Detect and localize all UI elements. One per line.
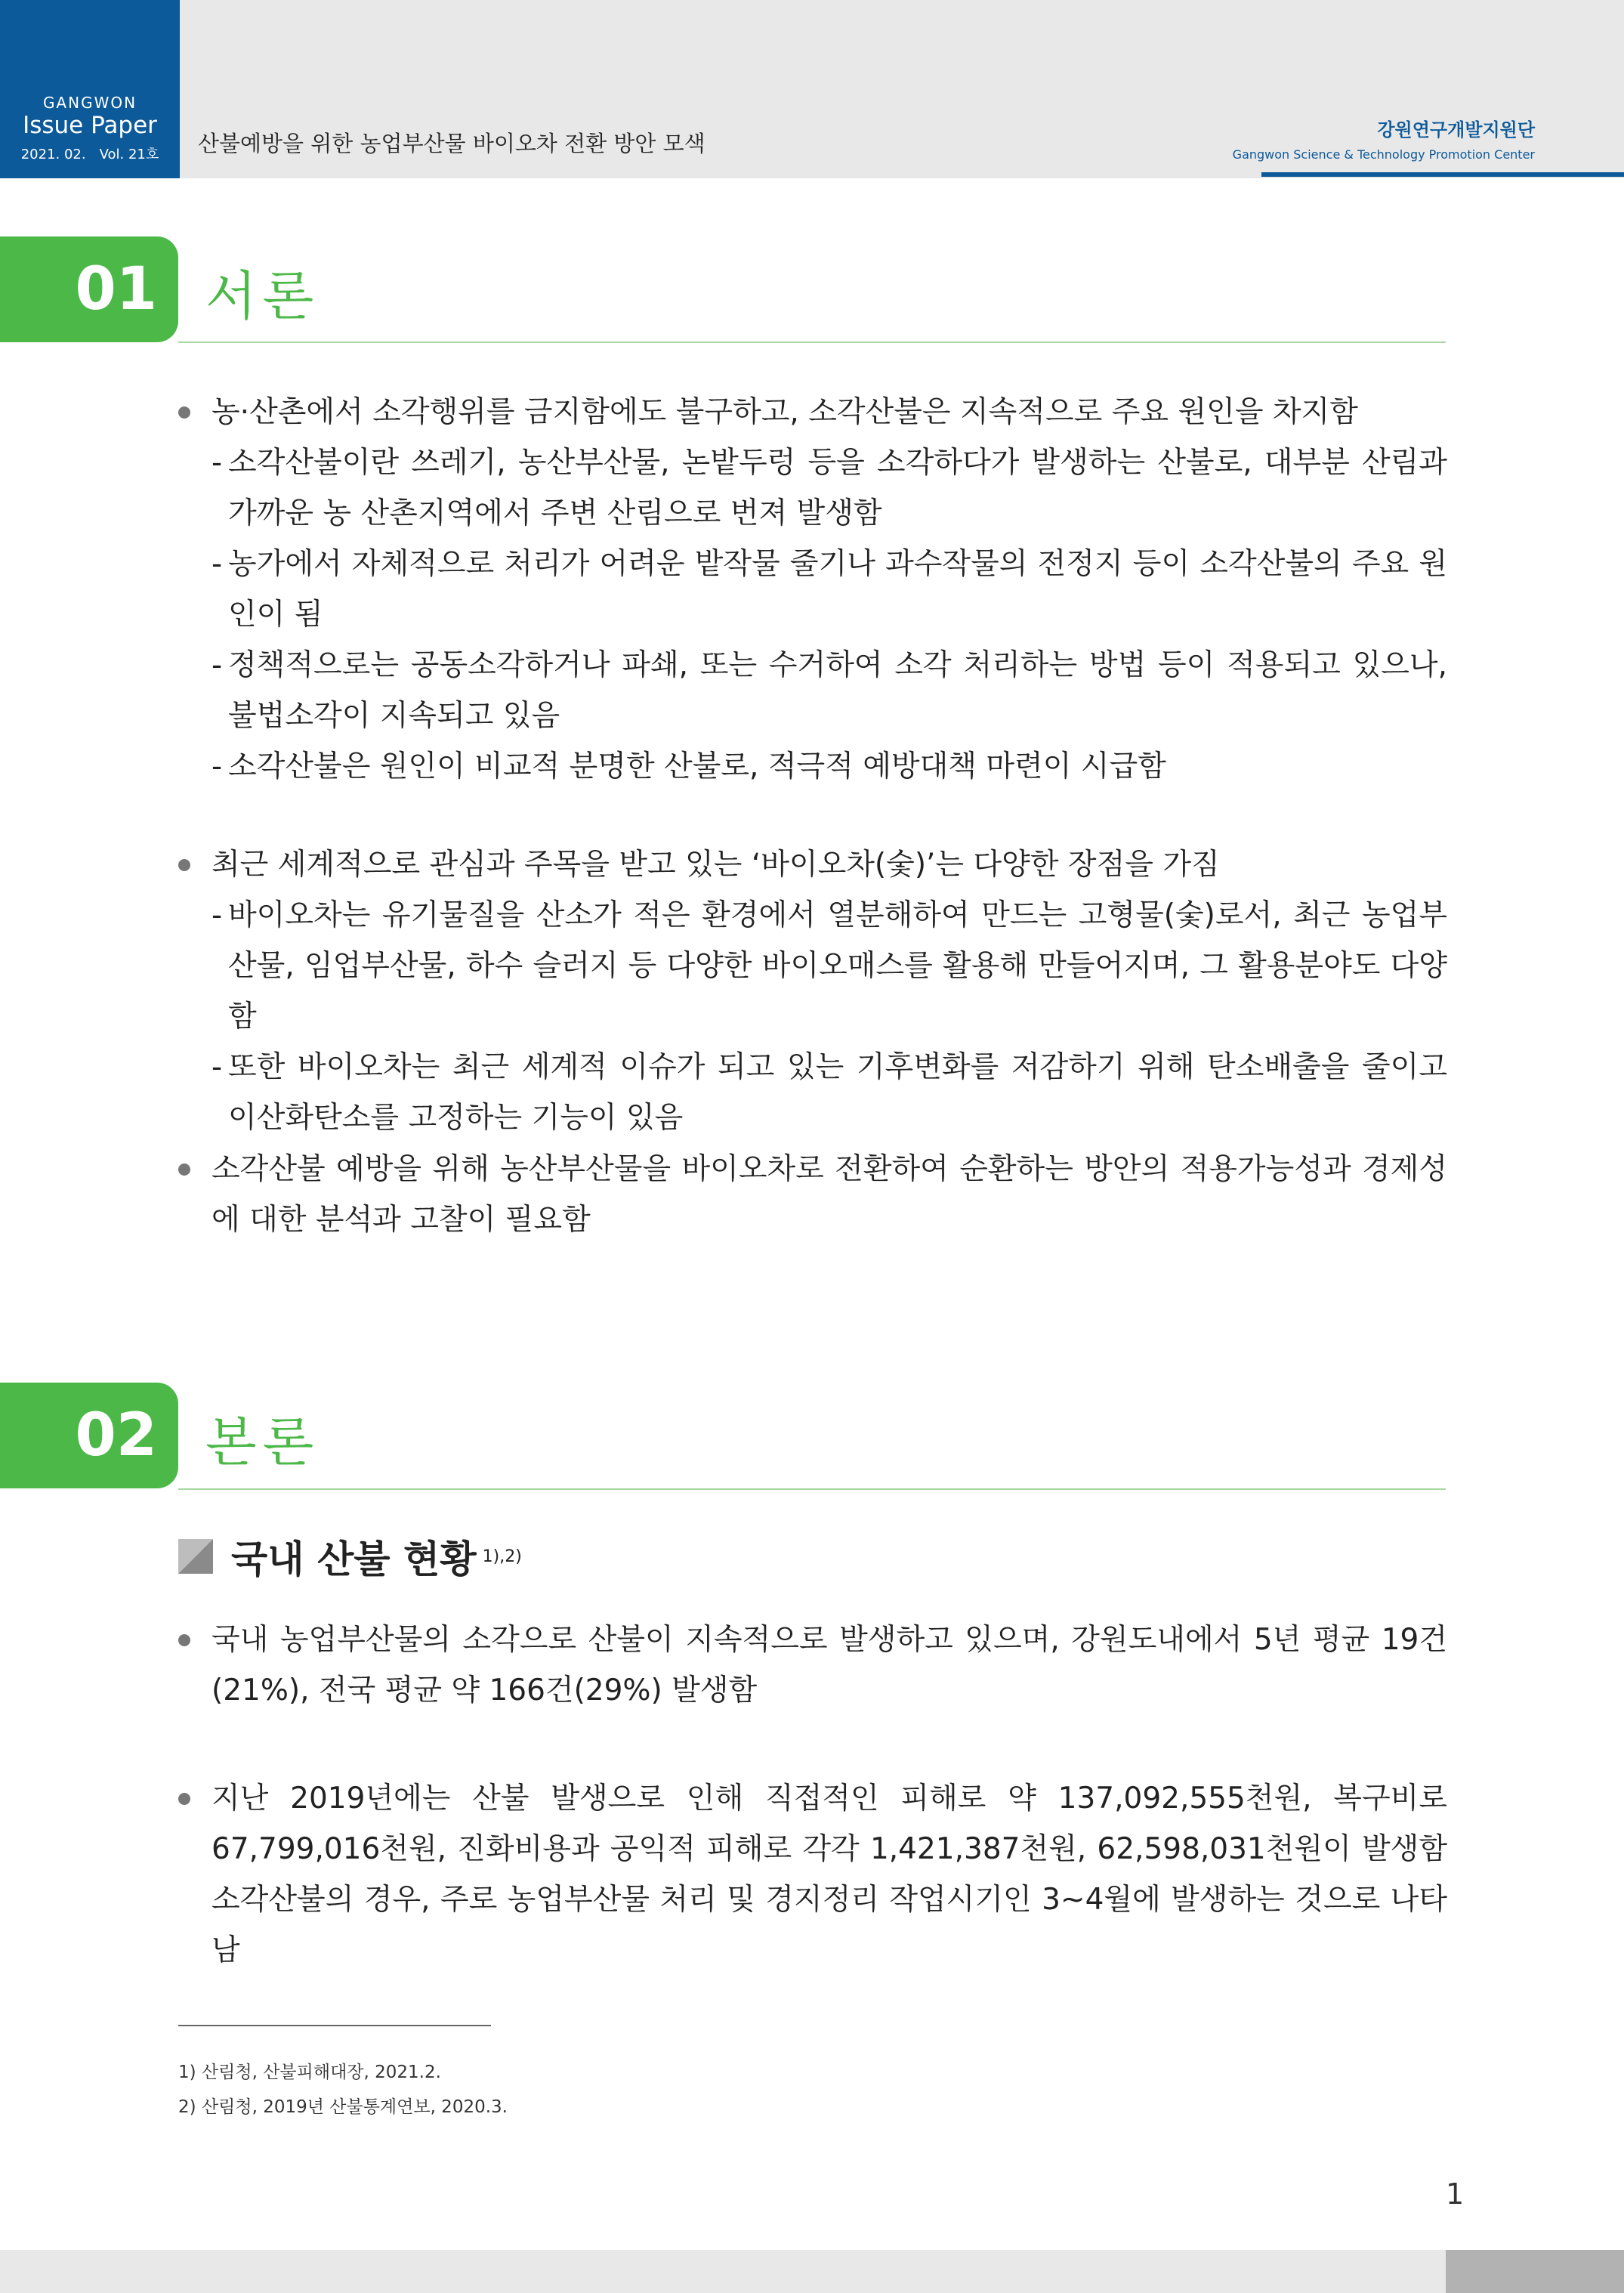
section1-bullet-1: [178, 387, 1447, 792]
section2-bullet-1: [178, 1615, 1447, 1716]
section1-bullet-3: [178, 1144, 1447, 1245]
bullet-text: 최근 세계적으로 관심과 주목을 받고 있는 ‘바이오차(숯)’는 다양한 장점을 가짐: [178, 839, 1447, 890]
brand-main-text: Issue Paper: [23, 112, 157, 139]
bullet-text: 지난 2019년에는 산불 발생으로 인해 직접적인 피해로 약 137,092,555천원, 복구비로 67,799,016천원, 진화비용과 공익적 피해로 각각 1,421,387천원, 62,598,031천원이 발생함 소각산불의 경우, 주로 농업부산물 처리 및 경지정리 작업시기인 3~4월에 발생하는 것으로 나타남: [178, 1773, 1447, 1976]
page-number: 1: [1446, 2177, 1465, 2211]
organization: [1233, 115, 1535, 162]
footnote-divider: [178, 2025, 491, 2026]
document-title: 산불예방을 위한 농업부산물 바이오차 전환 방안 모색: [198, 131, 705, 156]
issue-date: 2021. 02.: [20, 147, 86, 162]
subheading: [178, 1534, 522, 1579]
issue-info: [0, 144, 180, 163]
footer-band: [0, 2250, 1624, 2293]
dash-item: - 소각산불이란 쓰레기, 농산부산물, 논밭두렁 등을 소각하다가 발생하는 산불로, 대부분 산림과 가까운 농 산촌지역에서 주변 산림으로 번져 발생함: [178, 437, 1447, 539]
section1-bullet-2: [178, 839, 1447, 1143]
footnote-reference: 1),2): [482, 1547, 522, 1566]
bullet-text: 농·산촌에서 소각행위를 금지함에도 불구하고, 소각산불은 지속적으로 주요 원인을 차지함: [178, 387, 1447, 437]
bullet-text: 국내 농업부산물의 소각으로 산불이 지속적으로 발생하고 있으며, 강원도내에서 5년 평균 19건(21%), 전국 평균 약 166건(29%) 발생함: [178, 1615, 1447, 1716]
organization-name-en: Gangwon Science & Technology Promotion Center: [1232, 147, 1535, 162]
section-number-02: 02: [0, 1383, 178, 1488]
page-header: [0, 0, 1624, 178]
bullet-text: 소각산불 예방을 위해 농산부산물을 바이오차로 전환하여 순환하는 방안의 적용가능성과 경제성에 대한 분석과 고찰이 필요함: [178, 1144, 1447, 1245]
footnote-1: 1) 산림청, 산불피해대장, 2021.2.: [178, 2063, 441, 2082]
organization-name-kr: 강원연구개발지원단: [1377, 119, 1535, 141]
dash-item: - 농가에서 자체적으로 처리가 어려운 밭작물 줄기나 과수작물의 전정지 등이 소각산불의 주요 원인이 됨: [178, 539, 1447, 640]
dash-item: - 정책적으로는 공동소각하거나 파쇄, 또는 수거하여 소각 처리하는 방법 등이 적용되고 있으나, 불법소각이 지속되고 있음: [178, 640, 1447, 741]
dash-item: - 바이오차는 유기물질을 산소가 적은 환경에서 열분해하여 만드는 고형물(숯)로서, 최근 농업부산물, 임업부산물, 하수 슬러지 등 다양한 바이오매스를 활용해 만들어지며, 그 활용분야도 다양함: [178, 890, 1447, 1042]
section-divider: [178, 1488, 1446, 1490]
footnote-2: 2) 산림청, 2019년 산불통계연보, 2020.3.: [178, 2097, 508, 2117]
subheading-text: 국내 산불 현황: [231, 1537, 477, 1581]
footer-tab: [1446, 2250, 1624, 2293]
brand-top-text: GANGWON: [42, 94, 137, 112]
section-divider: [178, 341, 1446, 343]
dash-item: - 또한 바이오차는 최근 세계적 이슈가 되고 있는 기후변화를 저감하기 위해 탄소배출을 줄이고 이산화탄소를 고정하는 기능이 있음: [178, 1042, 1447, 1143]
dash-item: - 소각산불은 원인이 비교적 분명한 산불로, 적극적 예방대책 마련이 시급함: [178, 741, 1447, 792]
section-title-body: 본론: [205, 1411, 320, 1473]
section-title-intro: 서론: [205, 265, 320, 327]
brand-logo-box: [0, 0, 180, 178]
section2-bullet-2: [178, 1773, 1447, 1976]
section-number-01: 01: [0, 236, 178, 342]
square-bullet-icon: [178, 1539, 213, 1574]
header-accent-line: [1261, 172, 1624, 177]
issue-volume: Vol. 21호: [99, 147, 159, 162]
